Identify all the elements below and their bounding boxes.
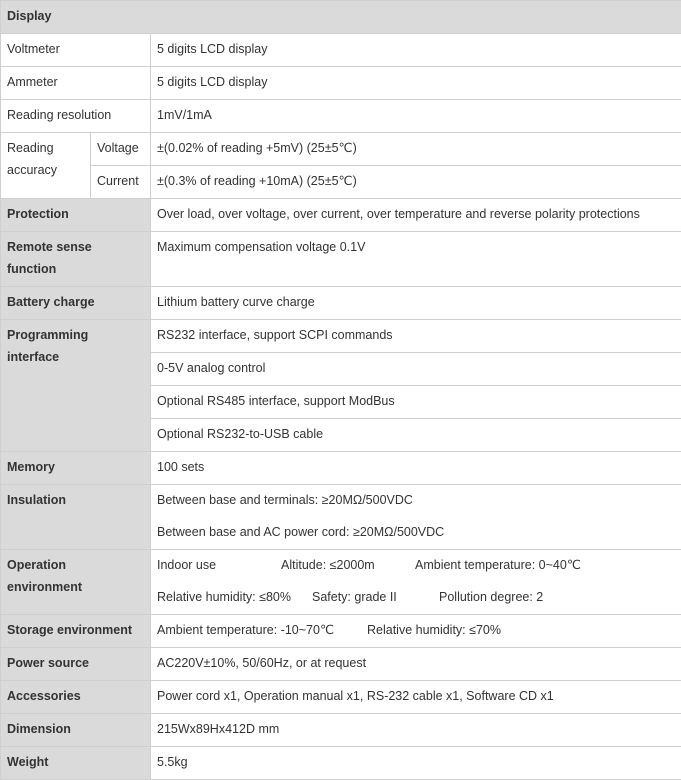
table-row-voltmeter — [1, 34, 681, 67]
row-value: Over load, over voltage, over current, over temperature and reverse polarity protections — [151, 199, 681, 232]
sub-label-current: Current — [91, 166, 151, 199]
table-row-operation — [1, 550, 681, 615]
label-line: Remote sense — [7, 236, 144, 258]
value-item: Ambient temperature: -10~70℃ — [157, 619, 367, 641]
row-label-accuracy — [1, 133, 91, 199]
label-line: function — [7, 258, 144, 280]
value-item: Relative humidity: ≤80% — [157, 586, 312, 608]
row-label — [1, 550, 151, 615]
row-value: 100 sets — [151, 452, 681, 485]
table-row-power — [1, 648, 681, 681]
row-label: Weight — [1, 747, 151, 780]
table-row-accuracy-voltage — [1, 133, 681, 166]
table-row-remote-sense — [1, 232, 681, 287]
row-value: Power cord x1, Operation manual x1, RS-232 cable x1, Software CD x1 — [151, 681, 681, 714]
table-row-protection — [1, 199, 681, 232]
value-item: Ambient temperature: 0~40℃ — [415, 554, 581, 576]
table-row-accessories — [1, 681, 681, 714]
value-item: Safety: grade II — [312, 586, 439, 608]
row-value: Optional RS232-to-USB cable — [151, 419, 681, 452]
row-label: Reading resolution — [1, 100, 151, 133]
label-line: interface — [7, 346, 144, 368]
table-row-memory — [1, 452, 681, 485]
label-line: environment — [7, 576, 144, 598]
table-row-dimension — [1, 714, 681, 747]
row-value — [151, 485, 681, 550]
row-value: RS232 interface, support SCPI commands — [151, 320, 681, 353]
table-row-ammeter — [1, 67, 681, 100]
row-value: Maximum compensation voltage 0.1V — [151, 232, 681, 287]
row-value: 5.5kg — [151, 747, 681, 780]
row-label: Voltmeter — [1, 34, 151, 67]
row-label: Storage environment — [1, 615, 151, 648]
value-item: Altitude: ≤2000m — [281, 554, 415, 576]
row-value: 0-5V analog control — [151, 353, 681, 386]
value-item: Indoor use — [157, 554, 281, 576]
label-line: accuracy — [7, 159, 84, 181]
row-label: Ammeter — [1, 67, 151, 100]
row-value: Optional RS485 interface, support ModBus — [151, 386, 681, 419]
row-label: Accessories — [1, 681, 151, 714]
row-label: Insulation — [1, 485, 151, 550]
value-item: Relative humidity: ≤70% — [367, 619, 501, 641]
row-label: Dimension — [1, 714, 151, 747]
label-line: Programming — [7, 324, 144, 346]
row-value: ±(0.3% of reading +10mA) (25±5℃) — [151, 166, 681, 199]
value-line: Between base and terminals: ≥20MΩ/500VDC — [157, 489, 675, 511]
value-line: Between base and AC power cord: ≥20MΩ/500VDC — [157, 521, 675, 543]
row-label — [1, 320, 151, 452]
table-row-accuracy-current — [1, 166, 681, 199]
label-line: Operation — [7, 554, 144, 576]
table-row-battery — [1, 287, 681, 320]
table-row-display — [1, 1, 681, 34]
row-value: 5 digits LCD display — [151, 67, 681, 100]
table-row-storage — [1, 615, 681, 648]
table-row-resolution — [1, 100, 681, 133]
row-value: 215Wx89Hx412D mm — [151, 714, 681, 747]
row-value — [151, 550, 681, 615]
section-title: Display — [1, 1, 681, 34]
table-row-insulation — [1, 485, 681, 550]
row-value — [151, 615, 681, 648]
sub-label-voltage: Voltage — [91, 133, 151, 166]
row-label — [1, 232, 151, 287]
row-value: 1mV/1mA — [151, 100, 681, 133]
row-value: 5 digits LCD display — [151, 34, 681, 67]
table-row-weight — [1, 747, 681, 780]
row-value: AC220V±10%, 50/60Hz, or at request — [151, 648, 681, 681]
table-row-programming — [1, 320, 681, 353]
value-item: Pollution degree: 2 — [439, 586, 543, 608]
row-label: Power source — [1, 648, 151, 681]
row-label: Battery charge — [1, 287, 151, 320]
row-label: Memory — [1, 452, 151, 485]
row-label: Protection — [1, 199, 151, 232]
row-value: Lithium battery curve charge — [151, 287, 681, 320]
row-value: ±(0.02% of reading +5mV) (25±5℃) — [151, 133, 681, 166]
label-line: Reading — [7, 137, 84, 159]
